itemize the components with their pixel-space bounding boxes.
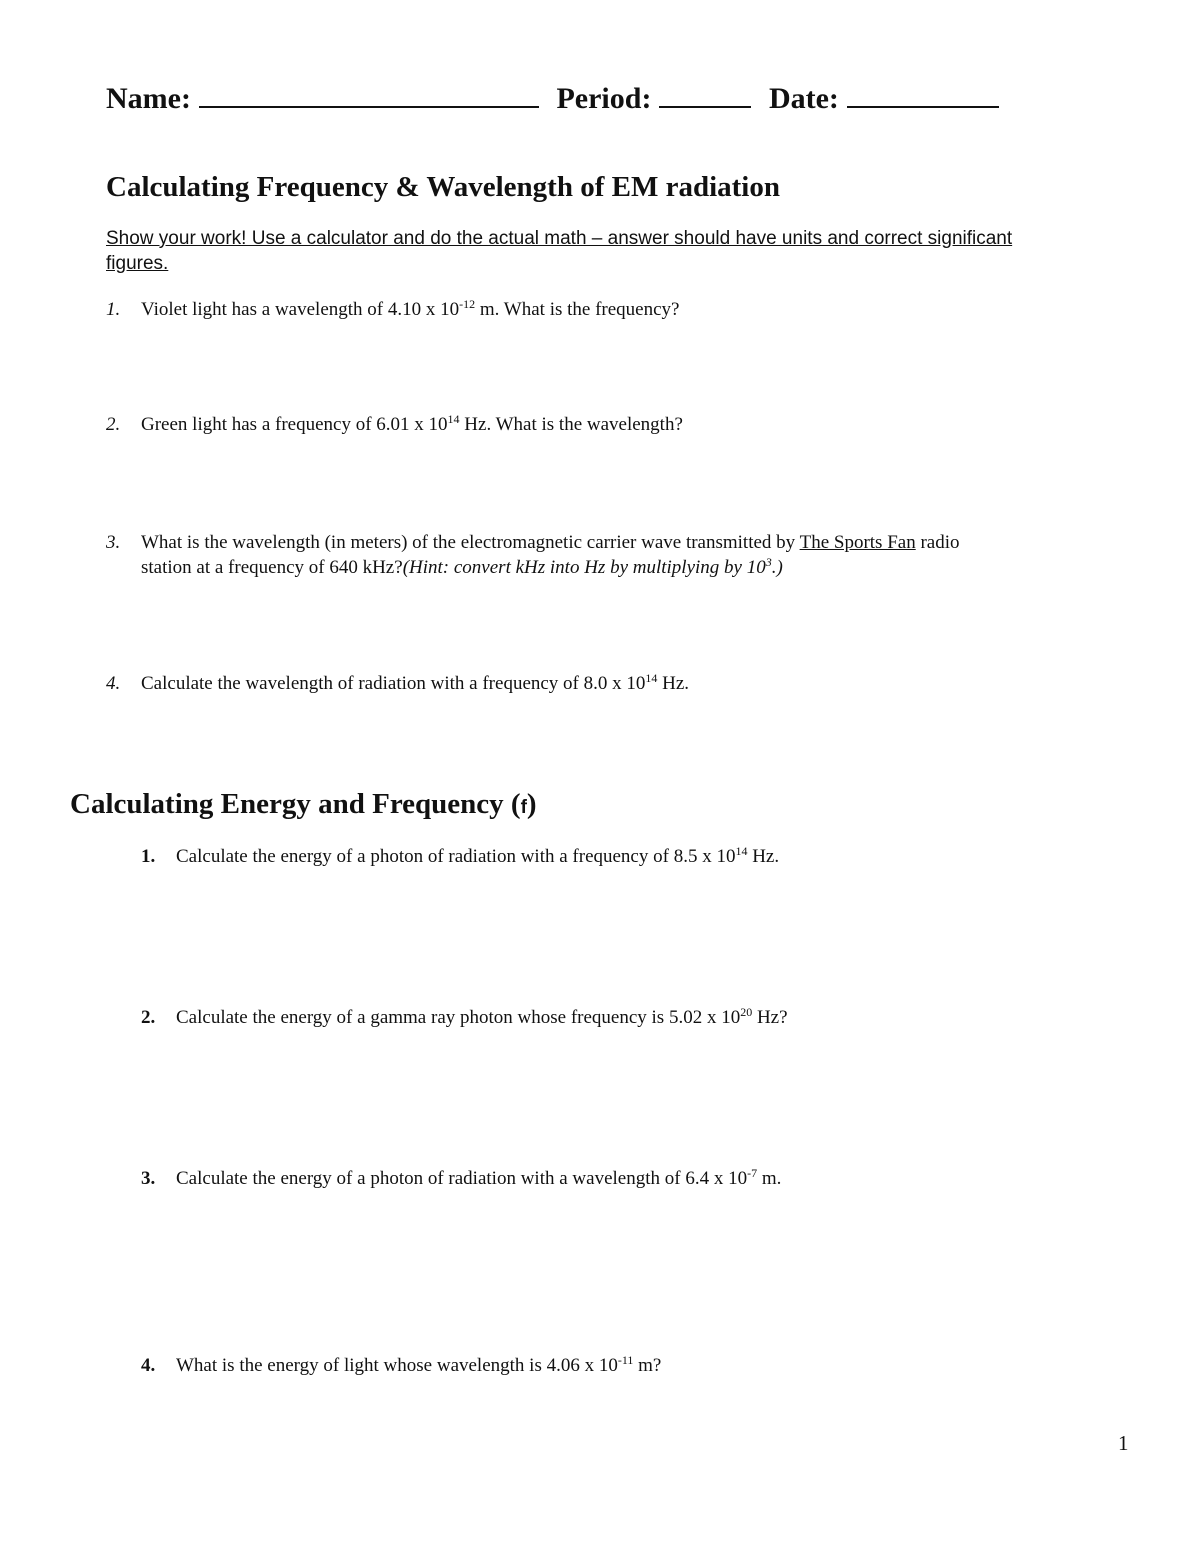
exponent: 14 xyxy=(447,412,460,426)
s1-question-1 xyxy=(106,297,1096,322)
s2-question-2 xyxy=(141,1005,1101,1030)
s1-question-4 xyxy=(106,671,1096,696)
station-name: The Sports Fan xyxy=(799,532,916,553)
question-text: Calculate the energy of a photon of radiation with a wavelength of 6.4 x $10^{-7}$ m. xyxy=(176,1166,782,1189)
section1-instructions: Show your work! Use a calculator and do the actual math – answer should have units and correct significant figures. xyxy=(106,228,1013,274)
question-number: 3. xyxy=(141,1168,156,1189)
period-blank[interactable] xyxy=(659,80,751,108)
question-number: 4. xyxy=(141,1355,156,1376)
s2-question-4 xyxy=(141,1353,1101,1378)
question-text: Green light has a frequency of 6.01 x $10^{14}$ Hz. What is the wavelength? xyxy=(141,412,683,435)
question-text: Violet light has a wavelength of 4.10 x $10^{-12}$ m. What is the frequency? xyxy=(141,297,680,320)
exponent: 14 xyxy=(735,844,748,858)
date-label: Date: xyxy=(768,82,839,115)
exponent: -7 xyxy=(747,1166,758,1180)
question-text: Calculate the energy of a photon of radiation with a frequency of 8.5 x $10^{14}$ Hz. xyxy=(176,844,780,867)
hint-text: (Hint: convert kHz into Hz by multiplying by $10^3$.) xyxy=(402,555,783,578)
question-number: 2. xyxy=(106,414,121,435)
question-number: 4. xyxy=(106,673,121,694)
exponent: 14 xyxy=(645,671,658,685)
question-number: 3. xyxy=(106,532,121,553)
question-text: Calculate the energy of a gamma ray photon whose frequency is 5.02 x $10^{20}$ Hz? xyxy=(176,1005,788,1028)
question-number: 1. xyxy=(106,299,121,320)
s2-question-3 xyxy=(141,1166,1101,1191)
question-text: What is the wavelength (in meters) of the electromagnetic carrier wave transmitted by The Sports Fan radio xyxy=(141,532,960,553)
question-text: What is the energy of light whose wavelength is 4.06 x $10^{-11}$ m? xyxy=(176,1353,662,1376)
s1-question-2 xyxy=(106,412,1096,437)
page-number: 1 xyxy=(1118,1431,1129,1455)
frequency-symbol: f xyxy=(520,797,527,818)
question-number: 2. xyxy=(141,1007,156,1028)
section2-title: Calculating Energy and Frequency (f) xyxy=(70,788,537,820)
exponent: -11 xyxy=(617,1353,634,1367)
exponent: -12 xyxy=(459,297,476,311)
name-blank[interactable] xyxy=(199,80,539,108)
name-label: Name: xyxy=(106,82,191,115)
exponent: 20 xyxy=(740,1005,753,1019)
question-text: Calculate the wavelength of radiation with a frequency of 8.0 x $10^{14}$ Hz. xyxy=(141,671,690,694)
s1-question-3 xyxy=(106,530,1096,580)
section1-title: Calculating Frequency & Wavelength of EM radiation xyxy=(106,171,780,203)
question-text-line2: station at a frequency of 640 kHz?(Hint: convert kHz into Hz by multiplying by $10^3$.) xyxy=(141,555,783,578)
exponent: 3 xyxy=(765,555,772,569)
s2-question-1 xyxy=(141,844,1101,869)
date-blank[interactable] xyxy=(847,80,999,108)
period-label: Period: xyxy=(556,82,652,115)
worksheet-header xyxy=(106,80,999,117)
question-number: 1. xyxy=(141,846,156,867)
